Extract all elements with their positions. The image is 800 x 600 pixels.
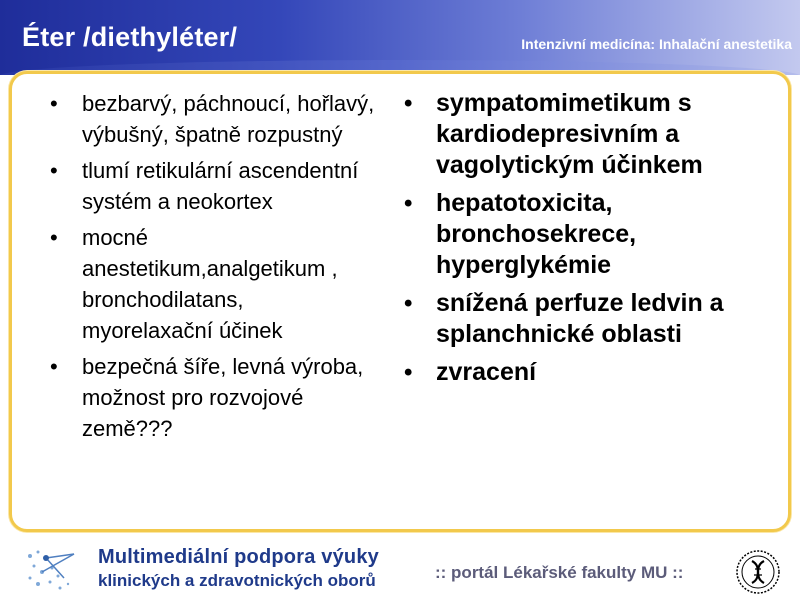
footer-subtitle: klinických a zdravotnických oborů (98, 571, 376, 590)
bullet-text: mocné anestetikum,analgetikum , bronchodilatans, myorelaxační účinek (82, 225, 338, 343)
bullet-icon: • (404, 359, 413, 386)
slide-header (0, 0, 800, 75)
bullet-text: bezbarvý, páchnoucí, hořlavý, výbušný, špatně rozpustný (82, 91, 375, 147)
list-item (404, 357, 774, 388)
content-panel (9, 71, 791, 532)
bullet-icon: • (50, 158, 58, 183)
bullet-icon: • (50, 225, 58, 250)
right-bullet-list (404, 88, 774, 395)
footer-title: Multimediální podpora výuky (98, 546, 379, 568)
bullet-icon: • (50, 354, 58, 379)
bullet-icon: • (404, 90, 413, 117)
portal-label: :: portál Lékařské fakulty MU :: (435, 563, 684, 582)
bullet-text: sympatomimetikum s kardiodepresivním a vagolytickým účinkem (436, 89, 703, 179)
bullet-text: snížená perfuze ledvin a splanchnické oblasti (436, 289, 724, 348)
slide-subtitle: Intenzivní medicína: Inhalační anestetika (521, 36, 792, 52)
list-item (50, 88, 380, 150)
list-item (404, 88, 774, 181)
bullet-text: hepatotoxicita, bronchosekrece, hyperglykémie (436, 189, 637, 279)
bullet-text: tlumí retikulární ascendentní systém a neokortex (82, 158, 359, 214)
bullet-text: zvracení (436, 358, 537, 386)
list-item (50, 155, 380, 217)
bullet-icon: • (50, 91, 58, 116)
bullet-text: bezpečná šíře, levná výroba, možnost pro rozvojové země??? (82, 354, 364, 441)
network-logo-icon (24, 548, 94, 592)
left-bullet-list (50, 88, 380, 449)
slide-title: Éter /diethyléter/ (22, 22, 238, 52)
list-item (50, 351, 380, 444)
list-item (404, 288, 774, 350)
list-item (50, 222, 380, 346)
mu-faculty-logo-icon (735, 549, 781, 595)
bullet-icon: • (404, 190, 413, 217)
bullet-icon: • (404, 290, 413, 317)
list-item (404, 188, 774, 281)
